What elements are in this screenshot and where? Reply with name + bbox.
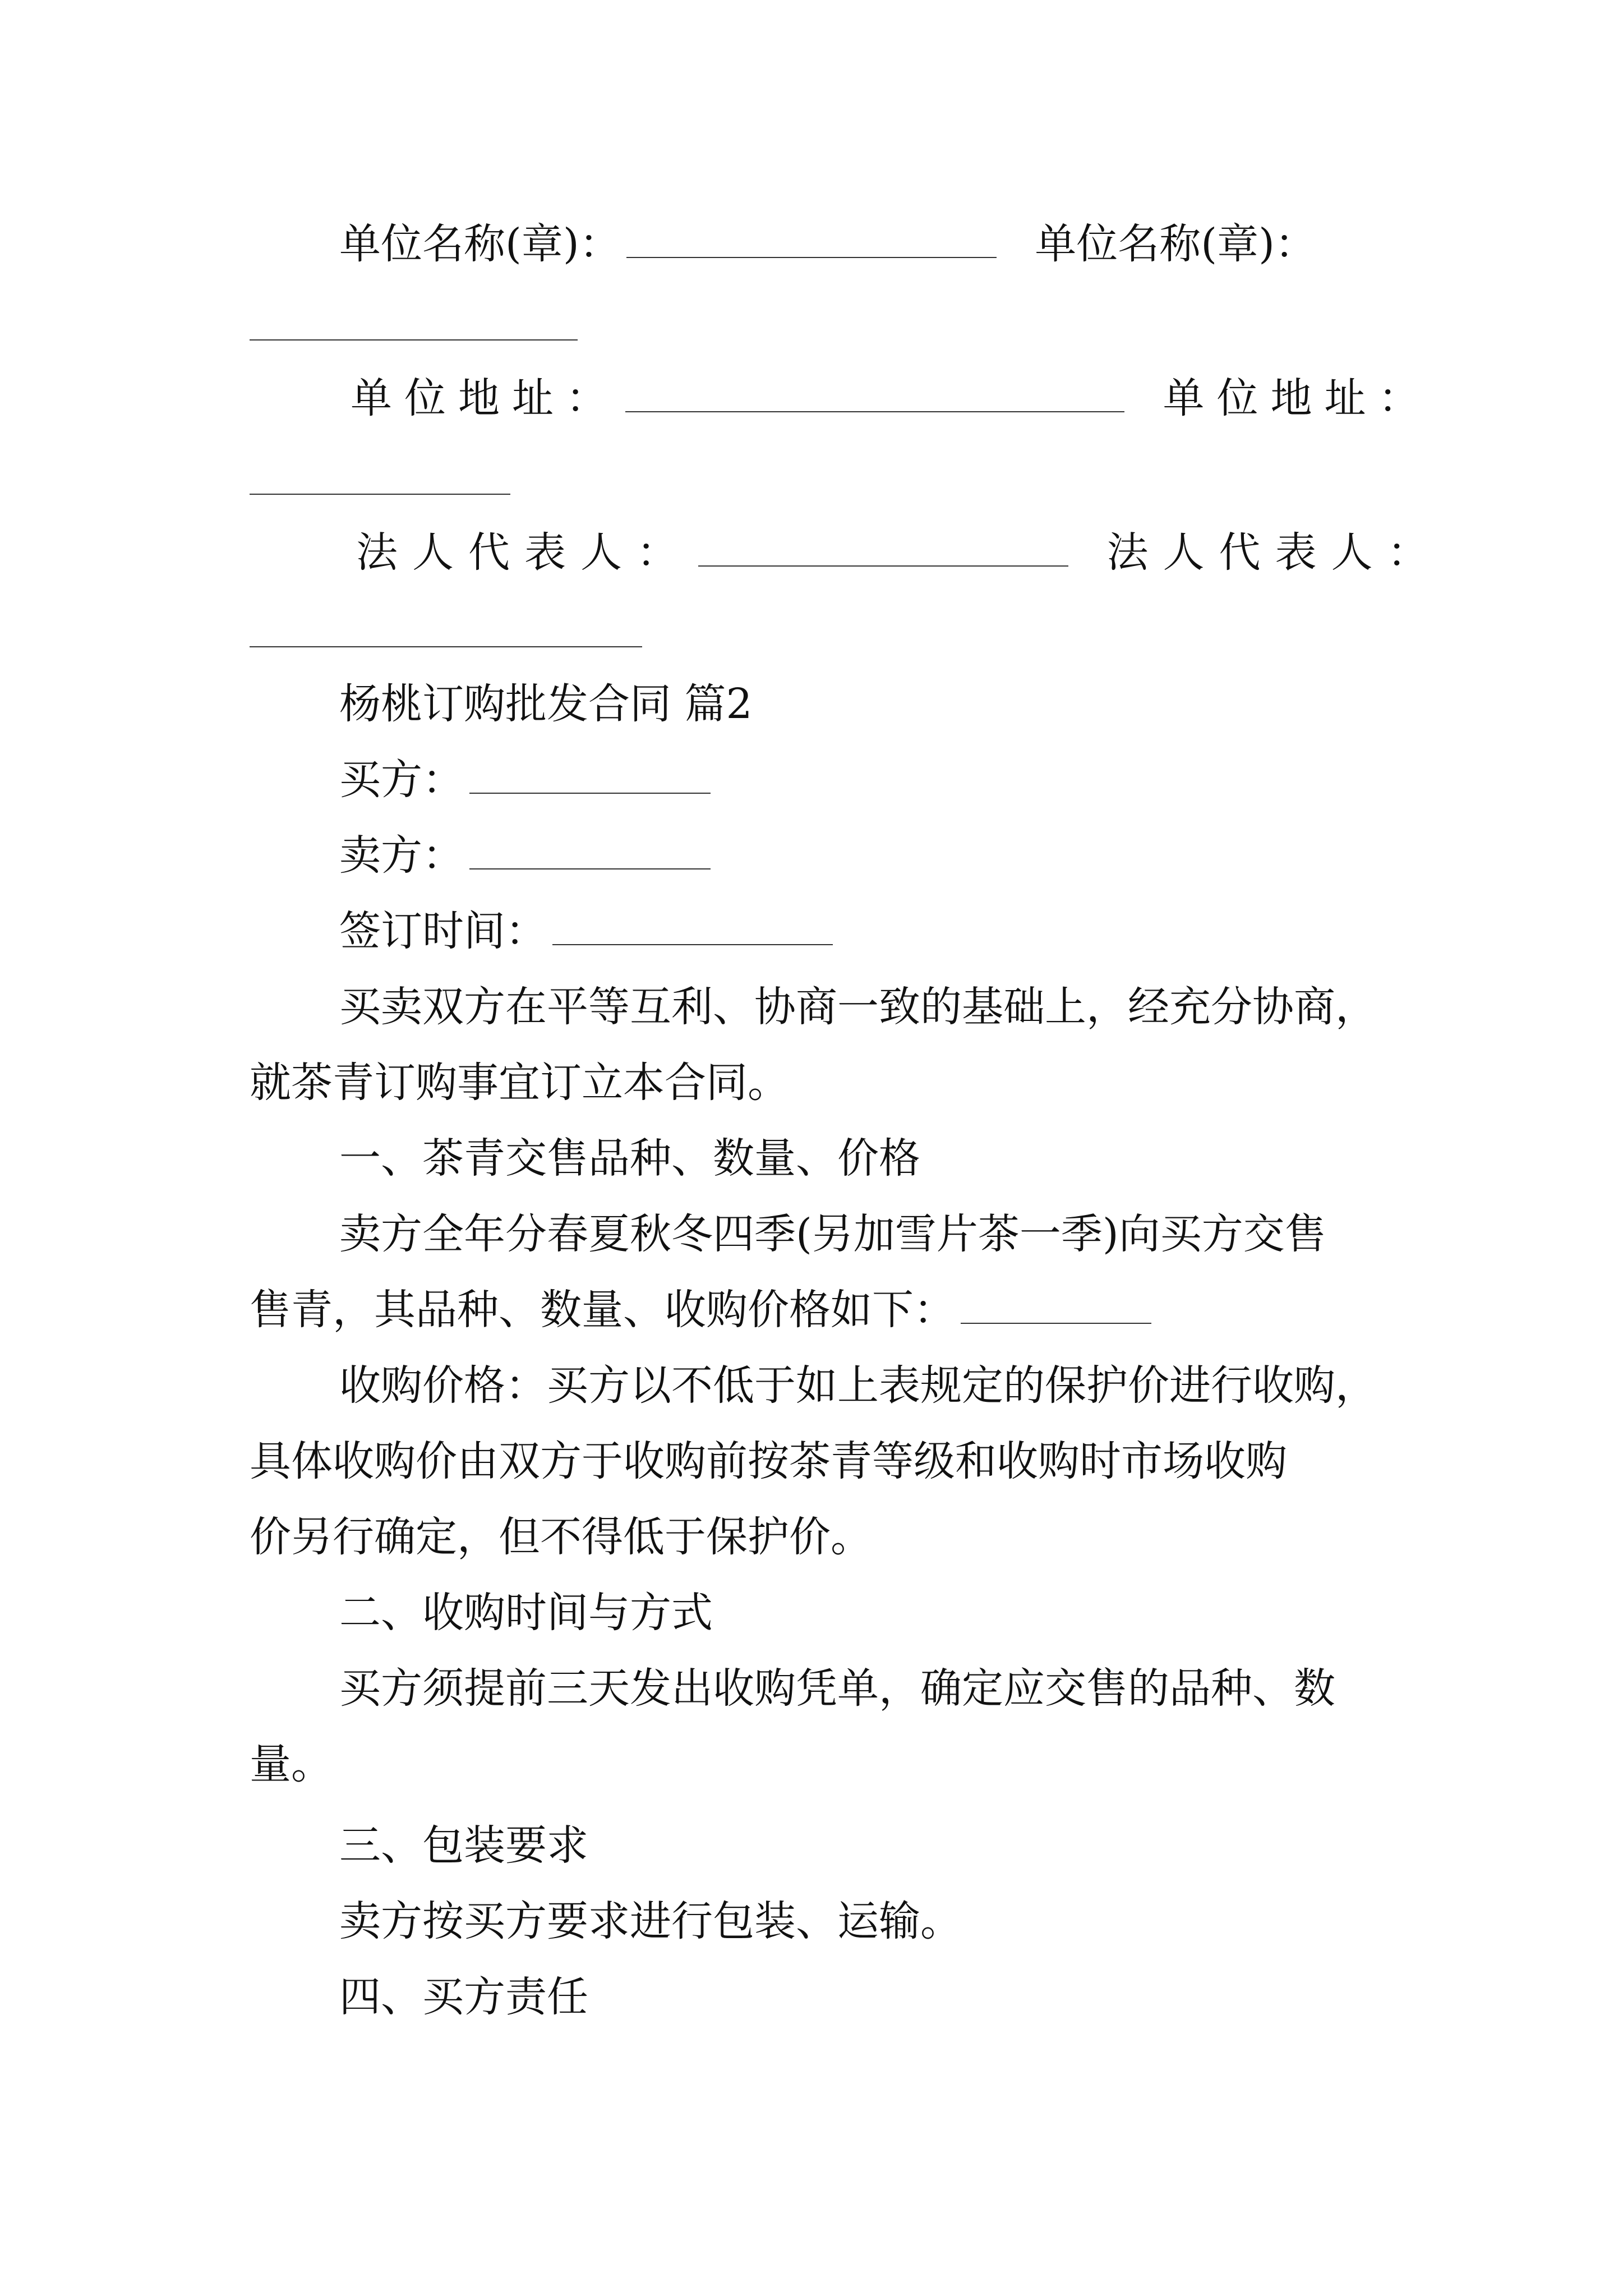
seller-row (250, 827, 1388, 884)
section1-title: 一、茶青交售品种、数量、价格 (339, 1134, 920, 1182)
section3-para: 卖方按买方要求进行包装、运输。 (339, 1897, 962, 1945)
sign-date-row (250, 903, 1388, 959)
section2-para-line2: 量。 (250, 1740, 333, 1788)
sign-date-blank[interactable] (552, 905, 833, 945)
buyer-label: 买方： (339, 756, 464, 804)
unit-address-label-left: 单位地址： (351, 374, 620, 422)
price-table-blank[interactable] (961, 1283, 1151, 1324)
section2-para-line1: 买方须提前三天发出收购凭单，确定应交售的品种、数 (339, 1664, 1335, 1713)
section1-para2-line2: 具体收购价由双方于收购前按茶青等级和收购时市场收购 (250, 1437, 1287, 1485)
section3-title: 三、包装要求 (339, 1821, 588, 1870)
seller-blank[interactable] (469, 829, 711, 869)
section4-title: 四、买方责任 (339, 1973, 588, 2021)
contract-heading: 杨桃订购批发合同 篇2 (339, 680, 753, 728)
unit-address-row (250, 370, 1432, 426)
section1-para2-line1: 收购价格：买方以不低于如上表规定的保护价进行收购， (339, 1361, 1377, 1410)
buyer-row (250, 752, 1388, 808)
unit-name-label-left: 单位名称(章)： (339, 220, 621, 268)
intro-line-2: 就茶青订购事宜订立本合同。 (250, 1059, 789, 1107)
unit-name-label-right: 单位名称(章)： (1035, 220, 1317, 268)
unit-name-blank-right[interactable] (250, 339, 578, 341)
section1-para2-line3: 价另行确定，但不得低于保护价。 (250, 1513, 872, 1561)
sign-date-label: 签订时间： (339, 907, 547, 955)
unit-address-blank-right[interactable] (250, 494, 510, 495)
unit-address-blank-left[interactable] (625, 372, 1124, 412)
legal-rep-label-right: 法人代表人： (1106, 528, 1444, 577)
legal-rep-row (250, 524, 1444, 581)
section2-title: 二、收购时间与方式 (339, 1589, 713, 1637)
section1-para1-line2 (250, 1282, 1388, 1338)
intro-line-1: 买卖双方在平等互利、协商一致的基础上，经充分协商， (339, 983, 1377, 1031)
legal-rep-blank-right[interactable] (250, 646, 642, 647)
legal-rep-label-left: 法人代表人： (356, 528, 693, 577)
seller-label: 卖方： (339, 831, 464, 880)
unit-name-blank-left[interactable] (626, 218, 997, 258)
buyer-blank[interactable] (469, 753, 711, 794)
legal-rep-blank-left[interactable] (698, 526, 1068, 567)
section1-para1-line1: 卖方全年分春夏秋冬四季(另加雪片茶一季)向买方交售 (339, 1210, 1326, 1258)
unit-name-row (250, 216, 1388, 272)
unit-address-label-right: 单位地址： (1163, 374, 1432, 422)
section1-para1-line2-text: 售青，其品种、数量、收购价格如下： (250, 1286, 955, 1334)
